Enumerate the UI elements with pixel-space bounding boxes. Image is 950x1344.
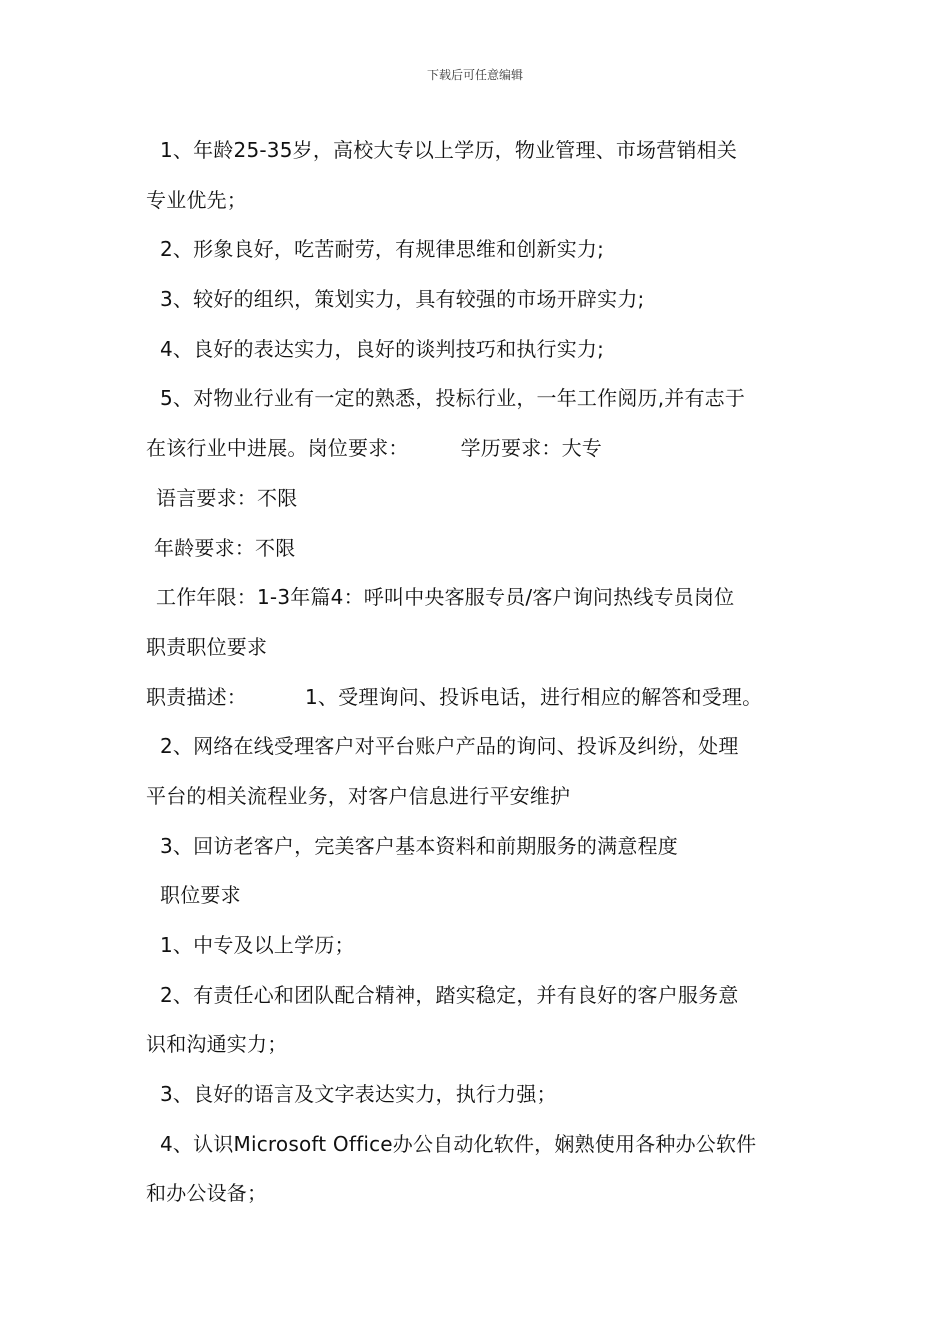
paragraph-line: 年龄要求：不限	[154, 535, 296, 560]
paragraph-line: 语言要求：不限	[156, 485, 298, 510]
paragraph-text: 职责描述：	[146, 684, 247, 709]
paragraph-text: 学历要求：大专	[460, 436, 603, 461]
paragraph-line: 和办公设备；	[146, 1181, 268, 1206]
paragraph-line: 2、网络在线受理客户对平台账户产品的询问、投诉及纠纷，处理	[160, 734, 739, 759]
paragraph-line: 平台的相关流程业务，对客户信息进行平安维护	[146, 783, 571, 808]
paragraph-line: 1、年龄25-35岁，高校大专以上学历，物业管理、市场营销相关	[160, 138, 738, 162]
paragraph-line: 3、较好的组织，策划实力，具有较强的市场开辟实力;	[160, 287, 645, 312]
paragraph-line: 4、认识Microsoft Office办公自动化软件，娴熟使用各种办公软件	[160, 1131, 757, 1156]
paragraph-line: 1、中专及以上学历；	[160, 933, 355, 957]
paragraph-line: 3、良好的语言及文字表达实力，执行力强；	[160, 1082, 557, 1107]
paragraph-line: 工作年限：1-3年篇4：呼叫中央客服专员/客户询问热线专员岗位	[156, 585, 735, 610]
paragraph-text: 1、受理询问、投诉电话，进行相应的解答和受理。	[305, 684, 763, 709]
paragraph-line: 职责职位要求	[146, 634, 268, 659]
page-header: 下载后可任意编辑	[426, 68, 523, 82]
paragraph-line: 专业优先；	[146, 187, 247, 212]
document-body	[146, 126, 826, 1219]
paragraph-line	[146, 673, 826, 723]
paragraph-line: 4、良好的表达实力，良好的谈判技巧和执行实力;	[160, 336, 605, 361]
paragraph-line: 5、对物业行业有一定的熟悉，投标行业，一年工作阅历,并有志于	[160, 386, 746, 411]
paragraph-line: 2、有责任心和团队配合精神，踏实稳定，并有良好的客户服务意	[160, 982, 739, 1007]
paragraph-line: 3、回访老客户，完美客户基本资料和前期服务的满意程度	[160, 833, 678, 858]
paragraph-text: 在该行业中进展。岗位要求：	[146, 436, 409, 461]
paragraph-line: 职位要求	[160, 883, 241, 908]
paragraph-line: 2、形象良好，吃苦耐劳，有规律思维和创新实力;	[160, 237, 605, 262]
paragraph-line: 识和沟通实力；	[146, 1032, 288, 1057]
paragraph-line	[146, 424, 826, 474]
